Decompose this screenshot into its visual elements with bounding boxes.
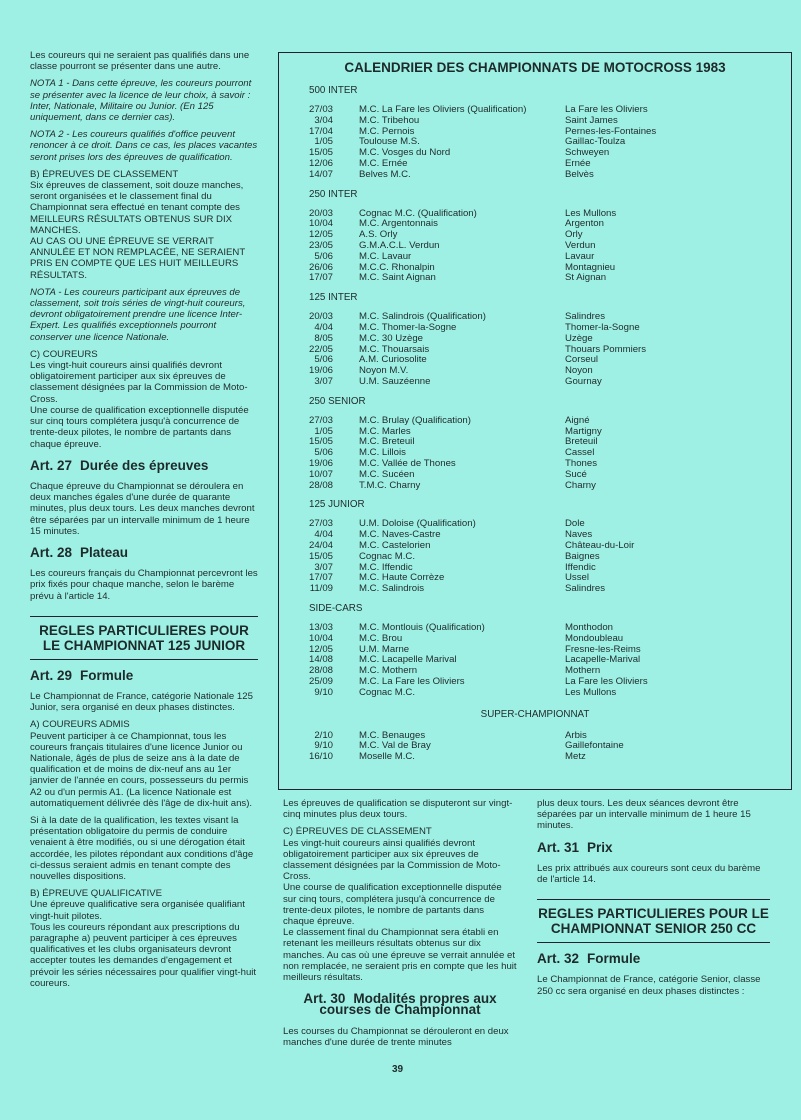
race-club: M.C. Pernois (359, 125, 415, 137)
race-club: M.C. Tribehou (359, 114, 420, 126)
calendar-race-row (279, 159, 779, 170)
article-27-title: Durée des épreuves (80, 457, 209, 473)
race-club: M.C. Thouarsais (359, 343, 430, 355)
race-date: 5/06 (314, 354, 333, 366)
race-place: Argenton (565, 218, 604, 230)
calendar-race-row (279, 677, 779, 688)
junior-classement-text-3: Le classement final du Championnat sera établi en retenant les meilleurs résultats obtenus sur dix manches. Au cas où une épreuve se verrait annulée et non remplacée, ne seraient pris en compte que les huit meilleurs résultats. (283, 927, 517, 984)
race-club: M.C. Benauges (359, 729, 426, 741)
race-place: Belvès (565, 168, 594, 180)
race-date: 9/10 (314, 740, 333, 752)
race-place: Dole (565, 518, 585, 530)
article-29-title: Formule (80, 667, 134, 683)
calendar-race-row (279, 552, 779, 563)
race-club: M.C. Salindrois (359, 583, 425, 595)
race-place: Thomer-la-Sogne (565, 322, 640, 333)
race-club: Belves M.C. (359, 168, 411, 180)
race-club: Toulouse M.S. (359, 136, 420, 148)
race-club: G.M.A.C.L. Verdun (359, 240, 440, 251)
race-club: A.S. Orly (359, 229, 398, 241)
race-date: 19/06 (308, 458, 333, 469)
race-place: Mothern (565, 665, 601, 677)
calendar-box (278, 52, 792, 790)
race-club: Cognac M.C. (359, 686, 415, 698)
race-place: Naves (565, 529, 593, 541)
right-column (537, 798, 770, 1003)
race-place: Salindres (565, 583, 605, 595)
race-date: 14/08 (308, 654, 333, 666)
calendar-race-row (279, 241, 779, 252)
race-club: M.C. Vallée de Thones (359, 458, 456, 469)
race-club: M.C. La Fare les Oliviers (359, 676, 465, 687)
race-place: Aigné (565, 414, 590, 426)
calendar-race-row (279, 416, 779, 427)
junior-classement-text-1: Les vingt-huit coureurs ainsi qualifiés devront obligatoirement participer aux six épreuves de classement désignées par la Commission de Moto-Cross. (283, 837, 501, 883)
race-club: M.C. Salindrois (Qualification) (359, 311, 486, 323)
race-date: 3/07 (314, 561, 333, 573)
race-date: 15/05 (308, 436, 333, 448)
race-date: 10/04 (308, 218, 333, 230)
nota-2: NOTA 2 - Les coureurs qualifiés d'office peuvent renoncer à ce droit. Dans ce cas, les places vacantes seront prises lors des épreuves de qualification. (30, 129, 258, 163)
race-place: Les Mullons (565, 207, 617, 219)
calendar-race-row (279, 427, 779, 438)
race-date: 20/03 (308, 311, 333, 323)
calendar-race-row (279, 634, 779, 645)
article-30-text: Les courses du Championnat se dérouleront en deux manches d'une durée de trente minutes (283, 1025, 509, 1048)
epreuves-classement-text: Six épreuves de classement, soit douze manches, seront organisées et le classement final du Championnat sera effectué en tenant compte des MEILLEURS RÉSULTATS OBTENUS SUR DIX MANCHES. (30, 180, 244, 236)
calendar-race-row (279, 345, 779, 356)
race-club: M.C. Thomer-la-Sogne (359, 322, 457, 333)
calendar-race-row (279, 448, 779, 459)
article-29-text: Le Championnat de France, catégorie Nationale 125 Junior, sera organisé en deux phases distinctes. (30, 690, 253, 714)
calendar-race-row (279, 273, 779, 284)
race-place: Château-du-Loir (565, 540, 635, 551)
race-date: 23/05 (308, 240, 333, 251)
middle-column (283, 798, 517, 1054)
regles-junior-heading: REGLES PARTICULIERES POUR LE CHAMPIONNAT 125 JUNIOR (30, 616, 258, 660)
article-31-heading (537, 839, 770, 855)
coureurs-text-2: Une course de qualification exceptionnelle disputée sur cinq tours complétera jusqu'à concurrence de trente-deux pilotes, le nombre de partants dans chaque épreuve. (30, 404, 249, 450)
intro-text: Les coureurs qui ne seraient pas qualifiés dans une classe pourront se présenter dans une autre. (30, 50, 250, 73)
race-club: M.C. Naves-Castre (359, 529, 441, 541)
race-date: 28/08 (308, 665, 333, 677)
race-date: 1/05 (314, 425, 333, 437)
race-club: M.C. Haute Corrèze (359, 572, 445, 584)
calendar-race-row (279, 731, 779, 742)
race-club: Cognac M.C. (Qualification) (359, 207, 477, 219)
calendar-race-row (279, 541, 779, 552)
race-place: Lacapelle-Marival (565, 654, 641, 666)
race-date: 4/04 (314, 529, 333, 541)
article-32-number: Art. 32 (537, 951, 580, 967)
coureurs-admis-text-1: Peuvent participer à ce Championnat, tous les coureurs français titulaires d'une licence Junior ou Nationale, âgés de plus de seize ans à la date de qualification et de moins de dix-neuf ans au 1er janvier de l'année en cours, possesseurs du permis A2 ou d'un permis A1. (La licence Nationale est automatiquement délivrée dès l'âge de dix-huit ans). (30, 730, 253, 809)
subhead-junior-classement: C) ÉPREUVES DE CLASSEMENT (283, 826, 432, 838)
calendar-race-row (279, 127, 779, 138)
article-28-heading (30, 544, 258, 560)
race-club: M.C. Vosges du Nord (359, 147, 451, 159)
calendar-title: CALENDRIER DES CHAMPIONNATS DE MOTOCROSS 1983 (344, 60, 726, 75)
race-club: M.C. Lacapelle Marival (359, 654, 457, 666)
race-date: 10/07 (308, 468, 333, 480)
epreuves-classement-caps: AU CAS OU UNE ÉPREUVE SE VERRAIT ANNULÉE ET NON REMPLACÉE, NE SERAIENT PRIS EN COMPTE QUE LES HUIT MEILLEURS RÉSULTATS. (30, 236, 246, 281)
calendar-race-row (279, 655, 779, 666)
article-31-title: Prix (587, 839, 613, 855)
calendar-race-row (279, 263, 779, 274)
race-club: Noyon M.V. (359, 365, 409, 377)
race-date: 4/04 (314, 322, 333, 333)
race-place: Montagnieu (565, 261, 616, 273)
article-29-number: Art. 29 (30, 667, 73, 683)
race-date: 22/05 (308, 343, 333, 355)
race-club: M.C. Brulay (Qualification) (359, 414, 471, 426)
article-31-number: Art. 31 (537, 839, 580, 855)
race-club: U.M. Doloise (Qualification) (359, 518, 476, 530)
race-club: Cognac M.C. (359, 550, 415, 562)
calendar-race-row (279, 377, 779, 388)
race-place: Salindres (565, 311, 605, 323)
super-championnat-heading: SUPER-CHAMPIONNAT (480, 708, 590, 720)
article-32-heading (537, 951, 770, 967)
race-club: M.C. Montlouis (Qualification) (359, 622, 485, 633)
race-place: Breteuil (565, 436, 598, 448)
calendar-race-row (279, 573, 779, 584)
calendar-race-row (279, 481, 779, 492)
calendar-race-row (279, 355, 779, 366)
race-date: 17/07 (308, 572, 333, 584)
race-place: Pernes-les-Fontaines (565, 125, 657, 137)
article-30-title: Modalités propres aux courses de Championnat (319, 991, 497, 1018)
article-27-text: Chaque épreuve du Championnat se déroulera en deux manches égales d'une durée de quarante minutes, plus deux tours. Les deux manches devront être séparées par un intervalle minimum de 1 heure 15 minutes. (30, 480, 255, 537)
race-date: 16/10 (308, 751, 333, 763)
calendar-section-heading: 125 JUNIOR (309, 499, 365, 511)
article-29-heading (30, 667, 258, 683)
race-club: M.C. Sucéen (359, 468, 415, 480)
race-date: 27/03 (308, 104, 333, 115)
race-place: Cassel (565, 447, 595, 459)
article-28-text: Les coureurs français du Championnat percevront les prix fixés pour chaque manche, selon le barème prévu à l'article 14. (30, 568, 258, 602)
article-28-title: Plateau (80, 544, 129, 560)
calendar-race-row (279, 323, 779, 334)
race-place: Verdun (565, 240, 596, 251)
calendar-race-row (279, 219, 779, 230)
race-place: Metz (565, 751, 586, 763)
race-date: 5/06 (314, 447, 333, 459)
article-30-number: Art. 30 (303, 991, 346, 1007)
race-place: La Fare les Oliviers (565, 676, 648, 687)
calendar-race-row (279, 170, 779, 181)
race-club: T.M.C. Charny (359, 479, 421, 491)
race-place: Martigny (565, 425, 602, 437)
calendar-race-row (279, 623, 779, 634)
race-club: M.C. 30 Uzège (359, 332, 423, 344)
race-date: 12/05 (308, 643, 333, 655)
race-date: 1/05 (314, 136, 333, 148)
article-32-title: Formule (587, 951, 641, 967)
race-place: Ussel (565, 572, 589, 584)
race-club: U.M. Marne (359, 643, 410, 655)
calendar-race-row (279, 252, 779, 263)
race-date: 12/05 (308, 229, 333, 241)
race-date: 24/04 (308, 540, 333, 551)
article-30-continued-text: plus deux tours. Les deux séances devront être séparées par un intervalle minimum de 1 heure 15 minutes. (537, 798, 751, 832)
calendar-race-row (279, 645, 779, 656)
race-date: 27/03 (308, 518, 333, 530)
race-club: M.C. La Fare les Oliviers (Qualification) (359, 104, 527, 115)
race-place: Charny (565, 479, 596, 491)
race-club: M.C. Brou (359, 632, 403, 644)
race-club: M.C. Ernée (359, 158, 408, 169)
calendar-race-row (279, 437, 779, 448)
epreuve-qualificative-text-2: Tous les coureurs répondant aux prescriptions du paragraphe a) peuvent participer à ces épreuves qualificatives et les clubs organisateurs devront accepter toutes les demandes d'engagement et prévoir les séries nécessaires pour qualifier vingt-huit coureurs. (30, 921, 257, 989)
race-club: M.C. Lavaur (359, 250, 412, 262)
race-date: 28/08 (308, 479, 333, 491)
calendar-race-row (279, 688, 779, 699)
race-place: Saint James (565, 114, 618, 126)
race-place: Gaillefontaine (565, 740, 624, 752)
calendar-race-row (279, 752, 779, 763)
race-club: M.C. Saint Aignan (359, 272, 436, 284)
race-club: M.C.C. Rhonalpin (359, 261, 435, 273)
race-place: Arbis (565, 729, 587, 741)
race-club: M.C. Val de Bray (359, 740, 431, 752)
calendar-race-row (279, 148, 779, 159)
race-date: 8/05 (314, 332, 333, 344)
race-date: 14/07 (308, 168, 333, 180)
race-date: 19/06 (308, 365, 333, 377)
race-place: Lavaur (565, 250, 595, 262)
subhead-coureurs-admis: A) COUREURS ADMIS (30, 719, 130, 731)
left-column (30, 50, 258, 989)
page-number: 39 (392, 1064, 404, 1075)
calendar-section-heading: 500 INTER (309, 85, 358, 96)
race-date: 27/03 (308, 414, 333, 426)
race-place: Gaillac-Toulza (565, 136, 626, 148)
subhead-coureurs: C) COUREURS (30, 348, 98, 360)
calendar-race-row (279, 137, 779, 148)
calendar-section-heading: 125 INTER (309, 292, 358, 304)
article-28-number: Art. 28 (30, 544, 73, 560)
coureurs-admis-text-2: Si à la date de la qualification, les textes visant la présentation obligatoire du permis de conduire venaient à être modifiés, ou si une dérogation était accordée, les pilotes répondant aux conditions d'âge ci-dessus seraient admis en tenant compte des nouvelles dispositions. (30, 814, 254, 882)
calendar-race-row (279, 209, 779, 220)
regles-senior-heading: REGLES PARTICULIERES POUR LE CHAMPIONNAT SENIOR 250 CC (537, 899, 770, 943)
race-club: M.C. Breteuil (359, 436, 415, 448)
article-31-text: Les prix attribués aux coureurs sont ceux du barème de l'article 14. (537, 862, 761, 886)
race-place: Ernée (565, 158, 591, 169)
subhead-epreuve-qualificative: B) ÉPREUVE QUALIFICATIVE (30, 888, 163, 900)
calendar-race-row (279, 366, 779, 377)
race-place: Schweyen (565, 147, 610, 159)
calendar-race-row (279, 584, 779, 595)
race-date: 25/09 (308, 676, 333, 687)
race-club: M.C. Argentonnais (359, 218, 438, 230)
epreuve-qualificative-text-1: Une épreuve qualificative sera organisée qualifiant vingt-huit pilotes. (30, 899, 245, 922)
calendar-race-row (279, 116, 779, 127)
race-date: 3/04 (314, 114, 333, 126)
race-date: 10/04 (308, 632, 333, 644)
nota-1: NOTA 1 - Dans cette épreuve, les coureurs pourront se présenter avec la licence de leur choix, à savoir : Inter, Nationale, Militaire ou Junior. (En 125 uniquement, dans ce dernier cas). (30, 78, 252, 124)
article-27-number: Art. 27 (30, 457, 73, 473)
race-date: 20/03 (308, 207, 333, 219)
race-date: 9/10 (314, 686, 333, 698)
race-place: Orly (565, 229, 583, 241)
race-date: 3/07 (314, 376, 333, 387)
calendar-race-row (279, 563, 779, 574)
calendar-race-row (279, 105, 779, 116)
race-date: 11/09 (309, 583, 333, 595)
race-date: 17/07 (308, 272, 333, 284)
calendar-section-heading: SIDE-CARS (309, 603, 363, 614)
calendar-race-row (279, 459, 779, 470)
article-27-heading (30, 457, 258, 473)
race-place: Les Mullons (565, 686, 617, 698)
race-place: Uzège (565, 332, 593, 344)
race-date: 15/05 (308, 550, 333, 562)
race-date: 15/05 (308, 147, 333, 159)
calendar-race-row (279, 530, 779, 541)
race-place: Iffendic (565, 561, 596, 573)
junior-classement-text-2: Une course de qualification exceptionnelle disputée sur cinq tours, complétera jusqu'à concurrence de trente-deux pilotes, le nombre de partants dans chaque épreuve. (283, 882, 502, 928)
calendar-race-row (279, 470, 779, 481)
qualification-duration-text: Les épreuves de qualification se disputeront sur vingt-cinq minutes plus deux tours. (283, 798, 513, 821)
calendar-race-row (279, 334, 779, 345)
article-32-text: Le Championnat de France, catégorie Senior, classe 250 cc sera organisé en deux phases distinctes : (537, 974, 761, 997)
race-place: Gournay (565, 376, 602, 387)
calendar-race-row (279, 312, 779, 323)
calendar-race-row (279, 741, 779, 752)
race-place: Sucé (565, 468, 587, 480)
race-club: M.C. Lillois (359, 447, 406, 459)
race-date: 12/06 (308, 158, 333, 169)
race-place: Thouars Pommiers (565, 343, 647, 355)
race-club: M.C. Marles (359, 425, 411, 437)
article-30-heading (283, 991, 517, 1018)
race-date: 17/04 (308, 125, 333, 137)
race-date: 13/03 (308, 622, 333, 633)
race-place: Monthodon (565, 622, 614, 633)
calendar-race-row (279, 230, 779, 241)
race-place: Corseul (565, 354, 599, 366)
race-place: La Fare les Oliviers (565, 104, 648, 115)
race-date: 5/06 (314, 250, 333, 262)
race-date: 26/06 (308, 261, 333, 273)
coureurs-text-1: Les vingt-huit coureurs ainsi qualifiés devront obligatoirement participer aux six épreuves de classement désignées par la Commission de Moto-Cross. (30, 360, 248, 405)
calendar-section-heading: 250 SENIOR (309, 395, 366, 407)
race-club: M.C. Iffendic (359, 561, 413, 573)
race-date: 2/10 (314, 729, 333, 741)
race-place: St Aignan (565, 272, 607, 284)
race-place: Fresne-les-Reims (565, 643, 641, 655)
calendar-race-row (279, 666, 779, 677)
race-club: U.M. Sauzéenne (359, 376, 431, 387)
race-club: A.M. Curiosolite (359, 354, 427, 366)
race-club: Moselle M.C. (359, 751, 415, 763)
race-club: M.C. Mothern (359, 665, 418, 677)
race-place: Noyon (565, 365, 593, 377)
race-club: M.C. Castelorien (359, 540, 431, 551)
calendar-section-heading: 250 INTER (309, 188, 358, 200)
nota-3: NOTA - Les coureurs participant aux épreuves de classement, soit trois séries de vingt-huit coureurs, devront obligatoirement prendre une licence Inter-Expert. Les qualifiés exceptionnels pourront conserver une licence Nationale. (30, 286, 246, 343)
calendar-race-row (279, 519, 779, 530)
race-place: Mondoubleau (565, 632, 624, 644)
subhead-epreuves-classement: B) ÉPREUVES DE CLASSEMENT (30, 168, 179, 180)
race-place: Baignes (565, 550, 600, 562)
race-place: Thones (565, 458, 597, 469)
